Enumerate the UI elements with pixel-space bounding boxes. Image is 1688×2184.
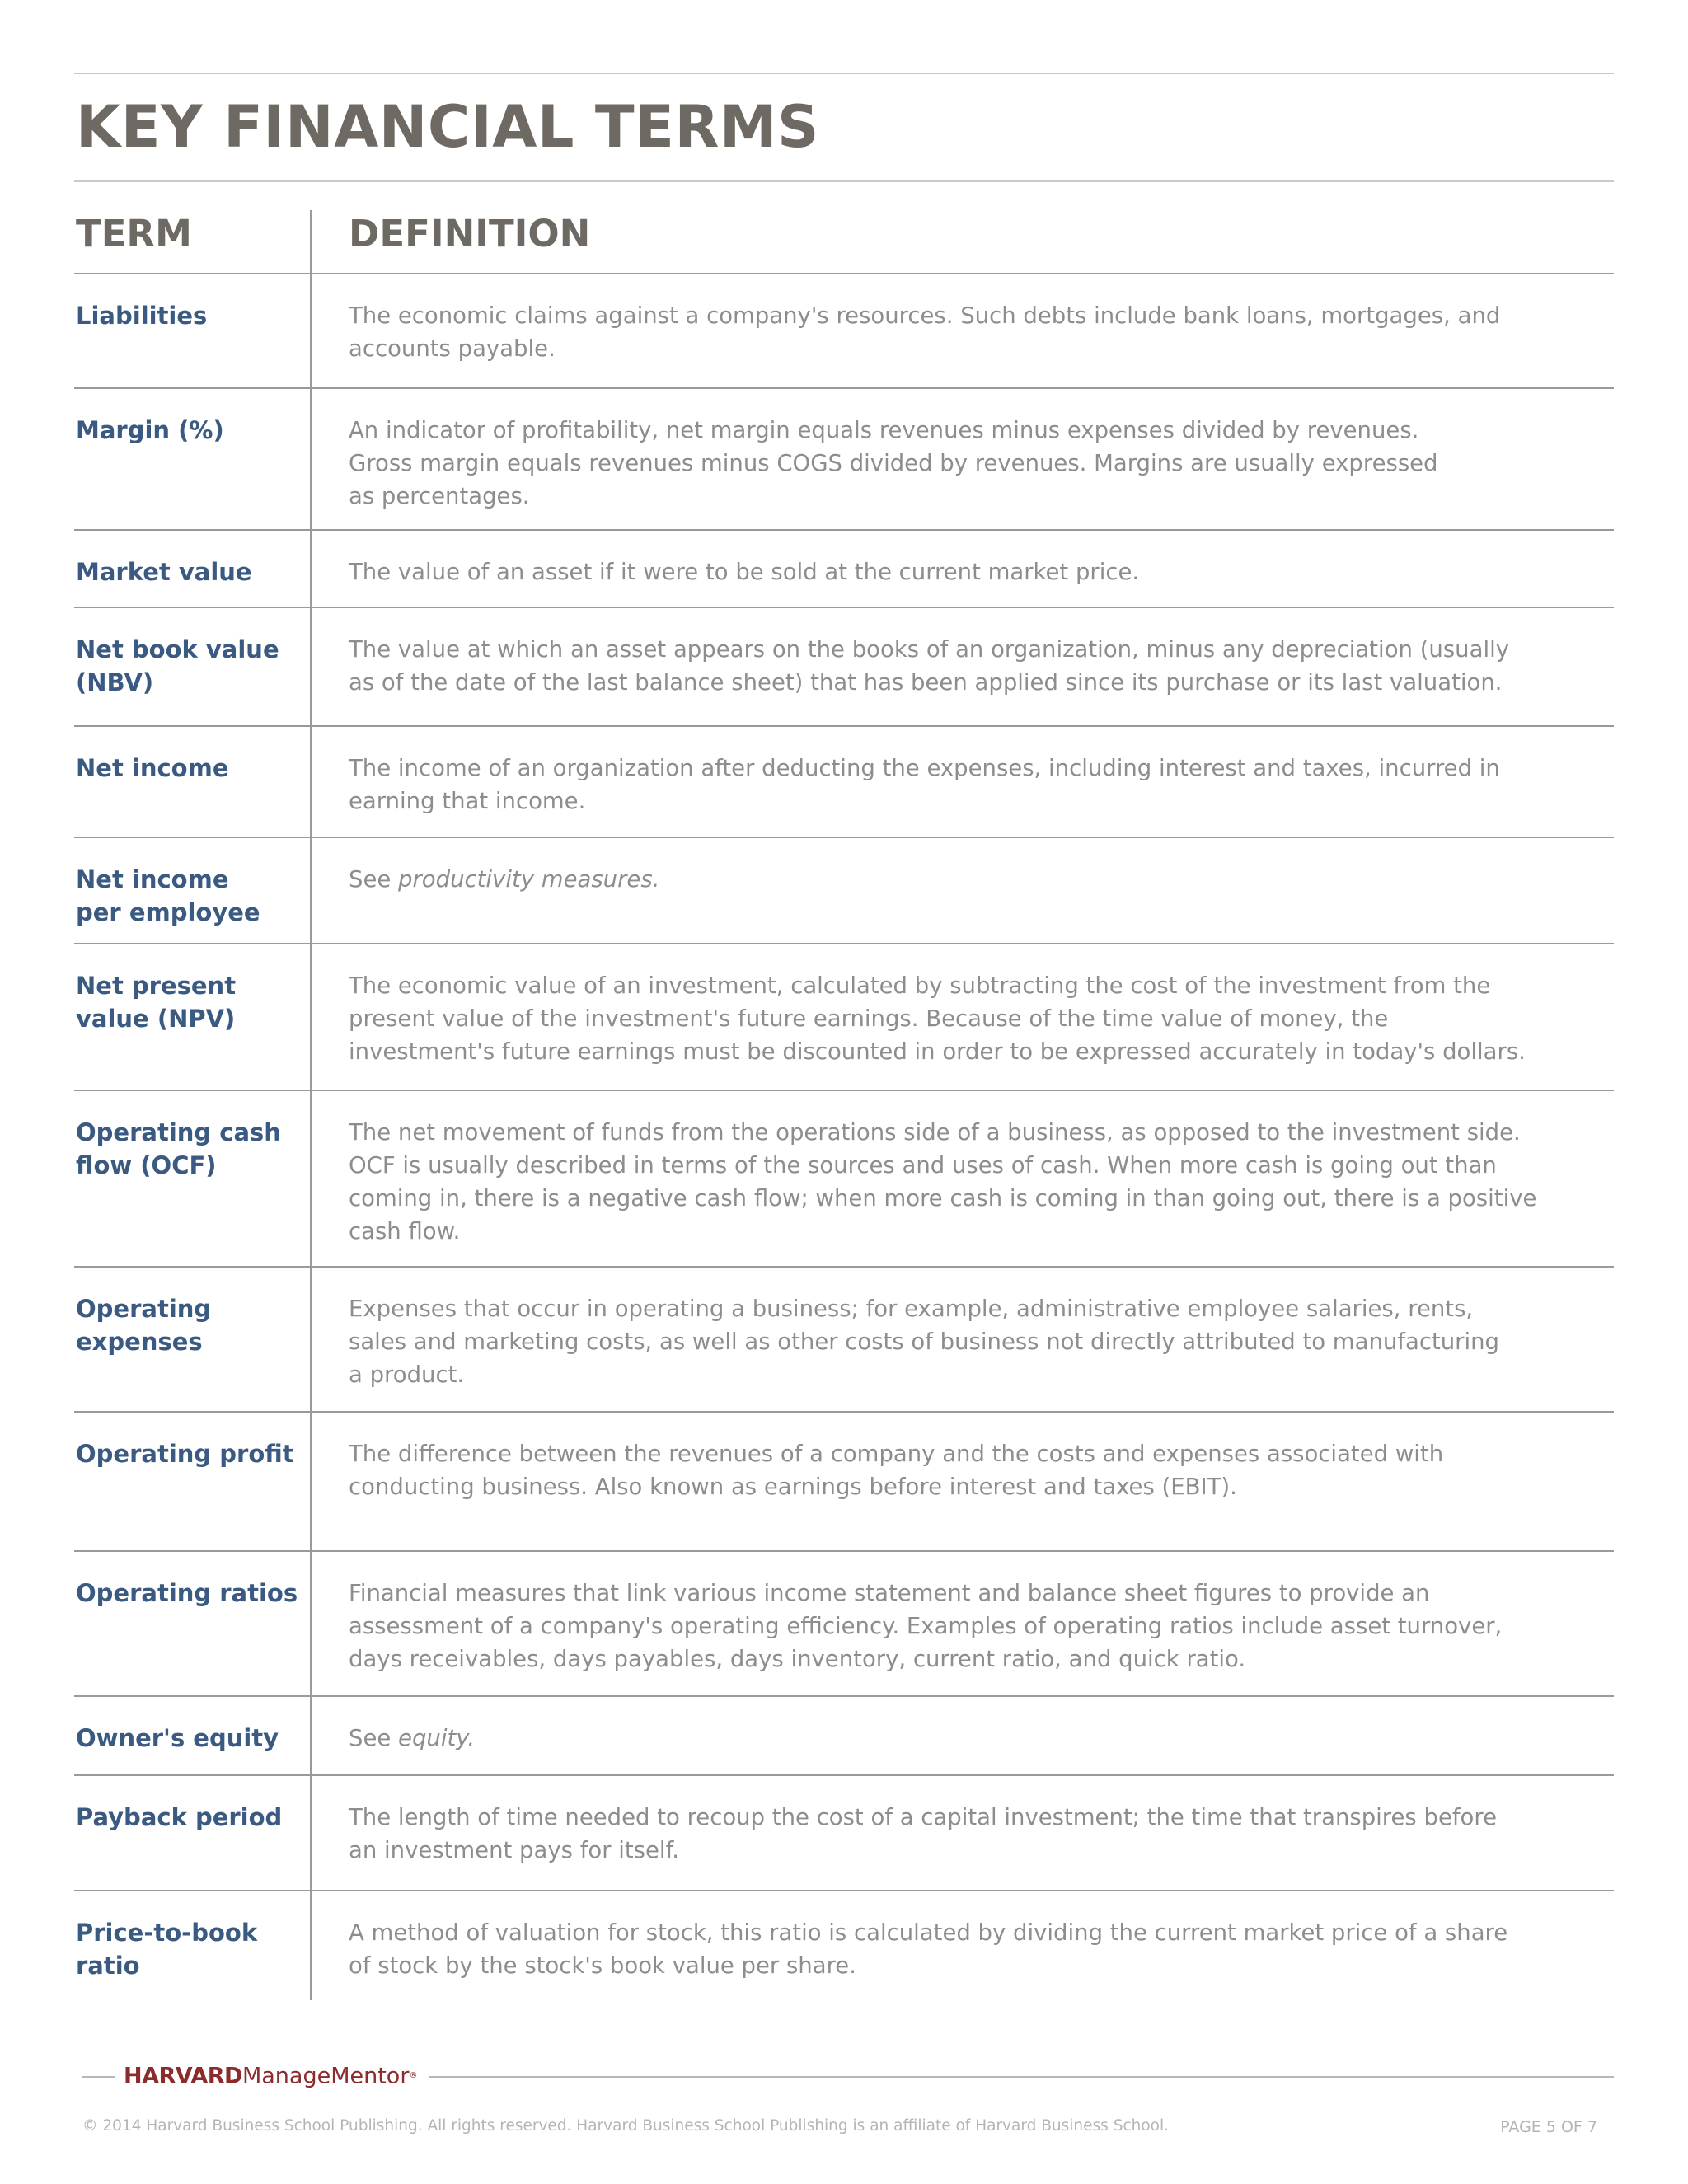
term-label: Operating cash flow (OCF) (76, 1118, 281, 1179)
logo-managementor-text: ManageMentor (241, 2063, 410, 2089)
term-label: Payback period (76, 1803, 283, 1831)
column-header-definition: DEFINITION (349, 212, 591, 255)
term-definition: Expenses that occur in operating a business; for example, administrative employee salaries, rents, sales and marketing costs, as well as other costs of business not directly attributed to manufacturing a product. (349, 1296, 1500, 1388)
table-row (74, 1268, 1614, 1413)
logo-harvard-text: HARVARD (124, 2063, 242, 2089)
term-label: Operating ratios (76, 1579, 298, 1607)
term-label: Liabilities (76, 302, 208, 330)
table-row (74, 838, 1614, 944)
term-label: Operating expenses (76, 1295, 212, 1356)
table-row (74, 1552, 1614, 1697)
term-definition: The length of time needed to recoup the cost of a capital investment; the time that transpires before an investment pays for itself. (349, 1804, 1497, 1863)
term-label: Net income per employee (76, 865, 260, 926)
term-label: Net book value (NBV) (76, 635, 279, 696)
table-row (74, 531, 1614, 608)
term-label: Margin (%) (76, 416, 224, 444)
document-page (74, 0, 1614, 2184)
footer-rule (429, 2076, 1614, 2078)
table-row (74, 1091, 1614, 1268)
term-definition (349, 863, 1622, 896)
page-number: PAGE 5 OF 7 (1500, 2118, 1597, 2136)
table-row (74, 1413, 1614, 1552)
table-row (74, 944, 1614, 1091)
table-row (74, 389, 1614, 531)
table-row (74, 1697, 1614, 1776)
table-row (74, 608, 1614, 727)
table-row (74, 1776, 1614, 1891)
cross-reference: productivity measures. (398, 866, 660, 893)
cross-reference: equity. (398, 1725, 476, 1751)
term-definition: The value at which an asset appears on the books of an organization, minus any depreciation (usually as of the date of the last balance sheet) that has been applied since its purchase or its last valuation. (349, 636, 1510, 696)
harvard-managementor-logo (124, 2060, 417, 2094)
term-definition: The value of an asset if it were to be sold at the current market price. (349, 559, 1140, 585)
column-header-term: TERM (76, 212, 192, 255)
term-label: Net present value (NPV) (76, 972, 237, 1033)
term-definition: The net movement of funds from the operations side of a business, as opposed to the investment side. OCF is usually described in terms of the sources and uses of cash. When more cash is going out than coming in, there is a negative cash flow; when more cash is coming in than going out, there is a positive cash flow. (349, 1119, 1537, 1244)
term-definition: A method of valuation for stock, this ratio is calculated by dividing the current market price of a share of stock by the stock's book value per share. (349, 1919, 1508, 1979)
registered-mark: ® (409, 2071, 418, 2080)
term-label: Price-to-book ratio (76, 1919, 258, 1980)
term-label: Net income (76, 754, 229, 782)
term-label: Market value (76, 558, 252, 586)
table-row (74, 1891, 1614, 2000)
term-definition: The difference between the revenues of a company and the costs and expenses associated with conducting business. Also known as earnings before interest and taxes (EBIT). (349, 1441, 1444, 1500)
definition-prefix: See (349, 1725, 399, 1751)
term-definition: The economic value of an investment, calculated by subtracting the cost of the investment from the present value of the investment's future earnings. Because of the time value of money, the investment's future earnings must be discounted in order to be expressed accurately in today's dollars. (349, 972, 1526, 1065)
term-label: Operating profit (76, 1440, 294, 1468)
term-definition: The economic claims against a company's resources. Such debts include bank loans, mortgages, and accounts payable. (349, 302, 1501, 362)
term-definition: The income of an organization after deducting the expenses, including interest and taxes, incurred in earning that income. (349, 755, 1500, 814)
definition-prefix: See (349, 866, 399, 893)
term-definition: An indicator of profitability, net margin equals revenues minus expenses divided by revenues. Gross margin equals revenues minus COGS divided by revenues. Margins are usually expressed as percentages. (349, 417, 1438, 509)
table-row (74, 274, 1614, 389)
top-rule (74, 73, 1614, 74)
term-definition (349, 1722, 1622, 1755)
page-title: KEY FINANCIAL TERMS (76, 93, 819, 161)
copyright-notice: © 2014 Harvard Business School Publishing. All rights reserved. Harvard Business School Publishing is an affiliate of Harvard Business School. (82, 2117, 1169, 2135)
term-definition: Financial measures that link various income statement and balance sheet figures to provide an assessment of a company's operating efficiency. Examples of operating ratios include asset turnover, days receivables, days payables, days inventory, current ratio, and quick ratio. (349, 1580, 1503, 1672)
footer-rule (82, 2076, 115, 2078)
term-label: Owner's equity (76, 1724, 279, 1752)
table-row (74, 727, 1614, 838)
title-rule (74, 180, 1614, 182)
